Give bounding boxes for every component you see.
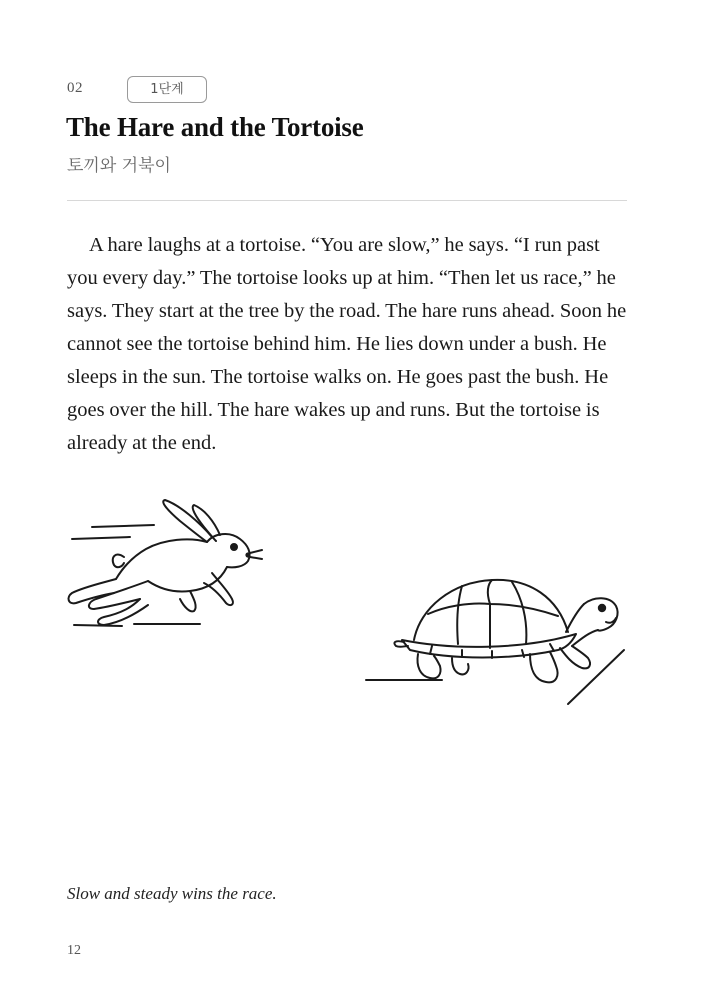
ground-line <box>568 650 624 704</box>
hare-tail <box>113 555 124 568</box>
speed-line <box>72 537 130 539</box>
story-title: The Hare and the Tortoise <box>66 112 364 142</box>
tortoise-front-leg <box>560 646 590 668</box>
shell-rim-segment <box>550 644 554 651</box>
page-number: 12 <box>67 943 81 958</box>
hare-hind-leg <box>69 579 116 603</box>
speed-line <box>92 525 154 527</box>
hare-illustration <box>62 495 267 635</box>
story-body: A hare laughs at a tortoise. “You are slow,” he says. “I run past you every day.” The tortoise looks up at him. “Then let us race,” he says. They start at the tree by the road. The hare runs ahead. Soon he cannot see the tortoise behind him. He lies down under a bush. He sleeps in the sun. The tortoise walks on. He goes past the bush. He goes over the hill. The hare wakes up and runs. But the tortoise is already at the end. <box>67 234 627 454</box>
speed-line <box>74 625 122 626</box>
tortoise-back-leg <box>418 654 441 678</box>
level-badge: 1단계 <box>127 76 207 103</box>
tortoise-eye <box>599 605 605 611</box>
title-divider <box>67 200 627 201</box>
hare-whisker <box>250 550 262 553</box>
tortoise-neck <box>566 604 584 632</box>
story-subtitle: 토끼와 거북이 <box>67 156 171 176</box>
tortoise-illustration <box>362 570 632 710</box>
story-moral: Slow and steady wins the race. <box>67 884 277 903</box>
shell-plate-line <box>457 586 462 644</box>
hare-whisker <box>250 557 262 559</box>
tortoise-back-leg <box>452 658 469 674</box>
hare-body <box>116 539 207 579</box>
shell-plate-line <box>512 582 526 644</box>
tortoise-front-leg <box>530 652 558 682</box>
hare-nose <box>246 553 249 556</box>
shell-plate-line <box>488 580 492 604</box>
chapter-number: 02 <box>67 80 83 96</box>
hare-eye <box>231 544 237 550</box>
hare-ear <box>163 500 212 542</box>
hare-front-leg <box>180 591 196 611</box>
hare-belly <box>148 567 227 592</box>
tortoise-head <box>584 598 618 630</box>
hare-hind-leg <box>89 581 148 609</box>
tortoise-neck-lower <box>572 630 598 646</box>
shell-plate-line <box>428 603 558 616</box>
shell-rim-segment <box>430 646 432 654</box>
